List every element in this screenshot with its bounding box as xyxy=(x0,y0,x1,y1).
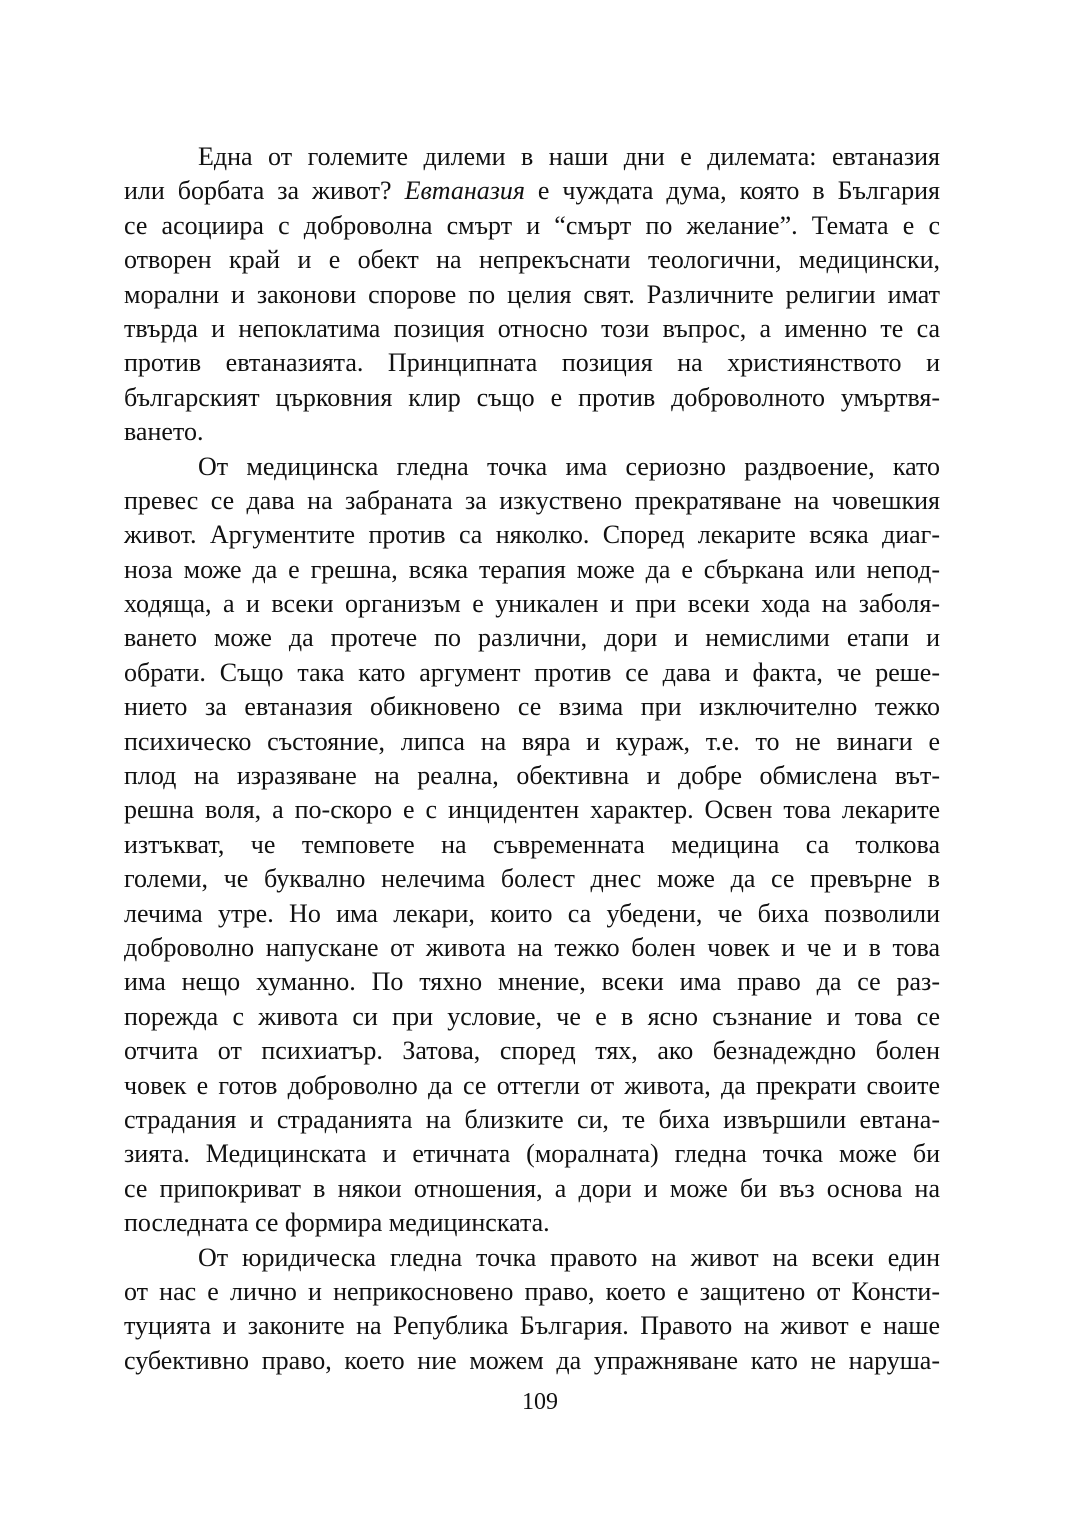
paragraph-3 xyxy=(124,1241,940,1379)
text-line: порежда с живота си при условие, че е в ясно съзнание и това се xyxy=(124,1001,940,1031)
page-number: 109 xyxy=(522,1389,558,1415)
text-line: страдания и страданията на близките си, те биха извършили евтана- xyxy=(124,1104,940,1134)
paragraph-2 xyxy=(124,450,940,1241)
text-line: изтъкват, че темповете на съвременната медицина са толкова xyxy=(124,829,940,859)
text-line: твърда и непоклатима позиция относно този въпрос, а именно те са xyxy=(124,313,940,343)
text-line: зията. Медицинската и етичната (моралната) гледна точка може би xyxy=(124,1139,940,1169)
text-line: доброволно напускане от живота на тежко болен човек и че и в това xyxy=(124,932,940,962)
text-line: туцията и законите на Република България. Правото на живот е наше xyxy=(124,1311,940,1341)
text-line: българският църковния клир също е против доброволното умъртвя- xyxy=(124,382,940,412)
text-line: човек е готов доброволно да се оттегли от живота, да прекрати своите xyxy=(124,1070,940,1100)
text-line: превес се дава на забраната за изкуствено прекратяване на човешкия xyxy=(124,485,940,515)
text-line: Една от големите дилеми в наши дни е дилемата: евтаназия xyxy=(198,142,940,171)
text-line: има нещо хуманно. По тяхно мнение, всеки има право да се раз- xyxy=(124,967,940,997)
text-line: се припокриват в някои отношения, а дори и може би въз основа на xyxy=(124,1173,940,1203)
text-line: ването. xyxy=(124,417,204,447)
text-line: От юридическа гледна точка правото на живот на всеки един xyxy=(198,1242,940,1272)
paragraph-1 xyxy=(124,140,940,450)
italic-term: Евтаназия xyxy=(404,176,525,206)
text-line: субективно право, което ние можем да упражняване като не наруша- xyxy=(124,1345,940,1375)
text-line-end: е чуждата дума, която в България xyxy=(524,176,940,206)
text-line: морални и законови спорове по целия свят. Различните религии имат xyxy=(124,279,940,309)
body-text xyxy=(124,140,940,1378)
text-line: отворен край и е обект на непрекъснати теологични, медицински, xyxy=(124,245,940,275)
text-line: ноза може да е грешна, всяка терапия може да е сбъркана или непод- xyxy=(124,554,940,584)
text-line: ването може да протече по различни, дори и немислими етапи и xyxy=(124,623,940,653)
text-line: последната се формира медицинската. xyxy=(124,1208,550,1238)
text-line: нието за евтаназия обикновено се взима при изключително тежко xyxy=(124,692,940,722)
text-line: против евтаназията. Принципната позиция на християнството и xyxy=(124,348,940,378)
text-line-start: или борбата за живот? xyxy=(124,176,405,206)
text-line: ходяща, а и всеки организъм е уникален и при всеки хода на заболя- xyxy=(124,589,940,619)
text-line: лечима утре. Но има лекари, които са убедени, че биха позволили xyxy=(124,898,940,928)
text-line: отчита от психиатър. Затова, според тях, ако безнадеждно болен xyxy=(124,1036,940,1066)
text-line: плод на изразяване на реална, обективна и добре обмислена вът- xyxy=(124,761,940,791)
text-line: решна воля, а по-скоро е с инцидентен характер. Освен това лекарите xyxy=(124,795,940,825)
text-line: психическо състояние, липса на вяра и кураж, т.е. то не винаги е xyxy=(124,726,940,756)
text-line: обрати. Също така като аргумент против се дава и факта, че реше- xyxy=(124,657,940,687)
text-line: големи, че буквално нелечима болест днес може да се превърне в xyxy=(124,864,940,894)
text-line: живот. Аргументите против са няколко. Според лекарите всяка диаг- xyxy=(124,520,940,550)
text-line: се асоциира с доброволна смърт и “смърт по желание”. Темата е с xyxy=(124,210,940,240)
text-line xyxy=(124,174,940,208)
text-line: от нас е лично и неприкосновено право, което е защитено от Консти- xyxy=(124,1276,940,1306)
text-line: От медицинска гледна точка има сериозно раздвоение, като xyxy=(198,451,940,481)
